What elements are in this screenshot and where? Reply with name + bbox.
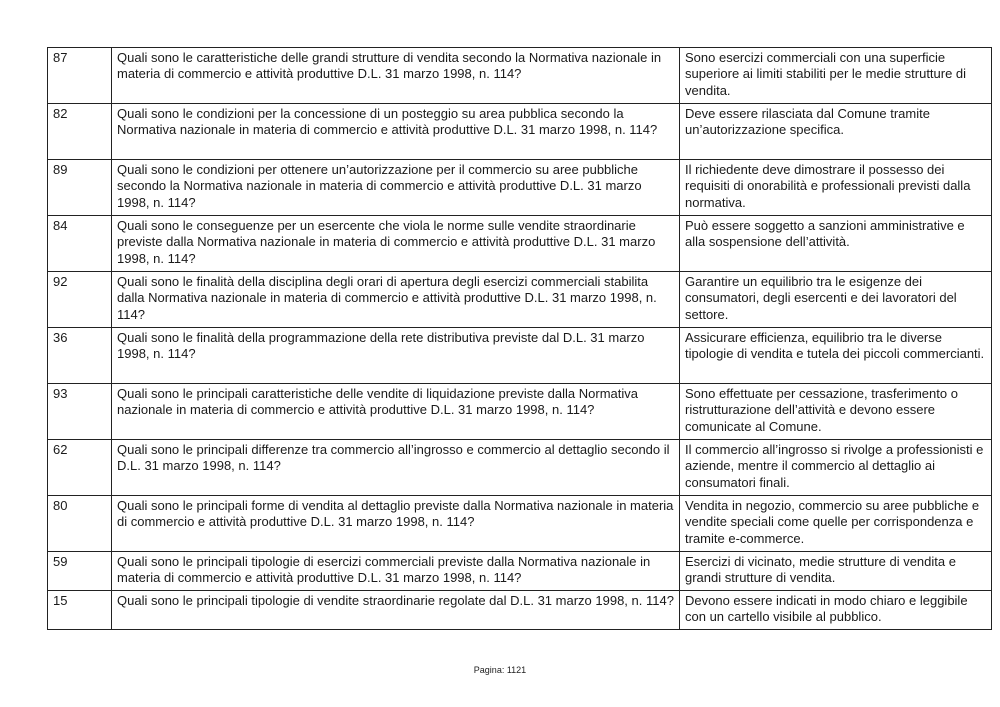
question-cell: Quali sono le condizioni per ottenere un’autorizzazione per il commercio su aree pubbliche secondo la Normativa nazionale in materia di commercio e attività produttive D.L. 31 marzo 1998, n. 114?: [112, 160, 680, 216]
question-cell: Quali sono le finalità della disciplina degli orari di apertura degli esercizi commerciali stabilita dalla Normativa nazionale in materia di commercio e attività produttive D.L. 31 marzo 1998, n. 114?: [112, 272, 680, 328]
answer-cell: Il richiedente deve dimostrare il possesso dei requisiti di onorabilità e professionali previsti dalla normativa.: [680, 160, 992, 216]
table-row: [48, 104, 992, 160]
row-number: 36: [48, 328, 112, 384]
answer-cell: Sono effettuate per cessazione, trasferimento o ristrutturazione dell’attività e devono essere comunicate al Comune.: [680, 384, 992, 440]
table-row: [48, 552, 992, 591]
question-cell: Quali sono le principali differenze tra commercio all’ingrosso e commercio al dettaglio secondo il D.L. 31 marzo 1998, n. 114?: [112, 440, 680, 496]
row-number: 82: [48, 104, 112, 160]
question-cell: Quali sono le principali caratteristiche delle vendite di liquidazione previste dalla Normativa nazionale in materia di commercio e attività produttive D.L. 31 marzo 1998, n. 114?: [112, 384, 680, 440]
table-row: [48, 216, 992, 272]
table-row: [48, 328, 992, 384]
question-cell: Quali sono le conseguenze per un esercente che viola le norme sulle vendite straordinarie previste dalla Normativa nazionale in materia di commercio e attività produttive D.L. 31 marzo 1998, n. 114?: [112, 216, 680, 272]
answer-cell: Il commercio all’ingrosso si rivolge a professionisti e aziende, mentre il commercio al dettaglio ai consumatori finali.: [680, 440, 992, 496]
answer-cell: Garantire un equilibrio tra le esigenze dei consumatori, degli esercenti e dei lavoratori del settore.: [680, 272, 992, 328]
table-row: [48, 160, 992, 216]
answer-cell: Sono esercizi commerciali con una superficie superiore ai limiti stabiliti per le medie strutture di vendita.: [680, 48, 992, 104]
table-row: [48, 48, 992, 104]
page-number: Pagina: 1121: [473, 665, 527, 675]
row-number: 93: [48, 384, 112, 440]
answer-cell: Deve essere rilasciata dal Comune tramite un’autorizzazione specifica.: [680, 104, 992, 160]
table-row: [48, 384, 992, 440]
row-number: 62: [48, 440, 112, 496]
question-cell: Quali sono le principali forme di vendita al dettaglio previste dalla Normativa nazionale in materia di commercio e attività produttive D.L. 31 marzo 1998, n. 114?: [112, 496, 680, 552]
row-number: 87: [48, 48, 112, 104]
answer-cell: Può essere soggetto a sanzioni amministrative e alla sospensione dell’attività.: [680, 216, 992, 272]
row-number: 15: [48, 591, 112, 630]
row-number: 59: [48, 552, 112, 591]
row-number: 80: [48, 496, 112, 552]
answer-cell: Assicurare efficienza, equilibrio tra le diverse tipologie di vendita e tutela dei piccoli commercianti.: [680, 328, 992, 384]
question-cell: Quali sono le finalità della programmazione della rete distributiva previste dal D.L. 31 marzo 1998, n. 114?: [112, 328, 680, 384]
row-number: 89: [48, 160, 112, 216]
table-row: [48, 591, 992, 630]
table-row: [48, 440, 992, 496]
question-cell: Quali sono le principali tipologie di vendite straordinarie regolate dal D.L. 31 marzo 1998, n. 114?: [112, 591, 680, 630]
row-number: 84: [48, 216, 112, 272]
question-cell: Quali sono le condizioni per la concessione di un posteggio su area pubblica secondo la Normativa nazionale in materia di commercio e attività produttive D.L. 31 marzo 1998, n. 114?: [112, 104, 680, 160]
question-cell: Quali sono le caratteristiche delle grandi strutture di vendita secondo la Normativa nazionale in materia di commercio e attività produttive D.L. 31 marzo 1998, n. 114?: [112, 48, 680, 104]
qa-table: [47, 47, 992, 630]
row-number: 92: [48, 272, 112, 328]
table-row: [48, 496, 992, 552]
answer-cell: Vendita in negozio, commercio su aree pubbliche e vendite speciali come quelle per corrispondenza e tramite e-commerce.: [680, 496, 992, 552]
question-cell: Quali sono le principali tipologie di esercizi commerciali previste dalla Normativa nazionale in materia di commercio e attività produttive D.L. 31 marzo 1998, n. 114?: [112, 552, 680, 591]
answer-cell: Esercizi di vicinato, medie strutture di vendita e grandi strutture di vendita.: [680, 552, 992, 591]
answer-cell: Devono essere indicati in modo chiaro e leggibile con un cartello visibile al pubblico.: [680, 591, 992, 630]
table-row: [48, 272, 992, 328]
